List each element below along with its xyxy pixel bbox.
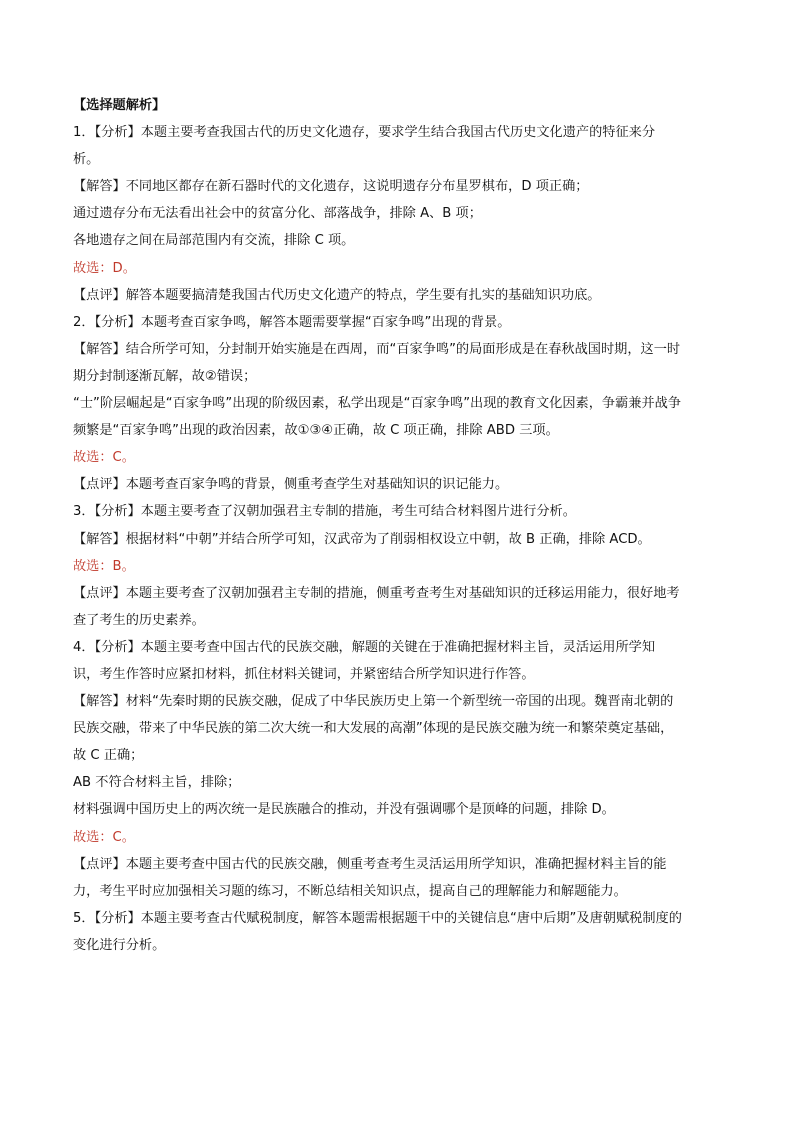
text-line: 材料强调中国历史上的两次统一是民族融合的推动，并没有强调哪个是顶峰的问题，排除 D。 bbox=[73, 802, 615, 818]
section-title: 【选择题解析】 bbox=[73, 98, 166, 113]
text-line: 【点评】本题考查百家争鸣的背景，侧重考查学生对基础知识的识记能力。 bbox=[73, 477, 509, 493]
text-line: 1．【分析】本题主要考查我国古代的历史文化遗存，要求学生结合我国古代历史文化遗产的特征来分 bbox=[73, 125, 656, 141]
text-line: “士”阶层崛起是“百家争鸣”出现的阶级因素，私学出现是“百家争鸣”出现的教育文化因素，争霸兼并战争 bbox=[73, 396, 682, 412]
text-line: 期分封制逐渐瓦解，故②错误； bbox=[73, 368, 257, 384]
text-line: 【解答】结合所学可知，分封制开始实施是在西周，而“百家争鸣”的局面形成是在春秋战国时期，这一时 bbox=[73, 341, 681, 357]
text-line: 析。 bbox=[73, 152, 100, 168]
document-body bbox=[73, 92, 733, 959]
text-line: 频繁是“百家争鸣”出现的政治因素，故①③④正确，故 C 项正确，排除 ABD 三项。 bbox=[73, 423, 559, 439]
text-line: 故 C 正确； bbox=[73, 748, 144, 764]
text-line: 民族交融，带来了中华民族的第二次大统一和大发展的高潮”体现的是民族交融为统一和繁荣奠定基础， bbox=[73, 721, 674, 737]
text-line: 【解答】材料“先秦时期的民族交融，促成了中华民族历史上第一个新型统一帝国的出现。魏晋南北朝的 bbox=[73, 694, 674, 710]
text-line: 2．【分析】本题考查百家争鸣，解答本题需要掌握“百家争鸣”出现的背景。 bbox=[73, 314, 511, 330]
text-line: 查了考生的历史素养。 bbox=[73, 612, 205, 628]
answer-line: 故选：C。 bbox=[73, 450, 135, 466]
text-line: 变化进行分析。 bbox=[73, 937, 166, 953]
answer-line: 故选：C。 bbox=[73, 829, 135, 845]
text-line: 4．【分析】本题主要考查中国古代的民族交融，解题的关键在于准确把握材料主旨，灵活运用所学知 bbox=[73, 639, 656, 655]
text-line: 5．【分析】本题主要考查古代赋税制度，解答本题需根据题干中的关键信息“唐中后期”及唐朝赋税制度的 bbox=[73, 910, 682, 926]
answer-line: 故选：D。 bbox=[73, 260, 136, 276]
text-line: 识，考生作答时应紧扣材料，抓住材料关键词，并紧密结合所学知识进行作答。 bbox=[73, 666, 535, 682]
text-line: 【解答】根据材料“中朝”并结合所学可知，汉武帝为了削弱相权设立中朝，故 B 正确，排除 ACD。 bbox=[73, 531, 651, 547]
text-line: 通过遗存分布无法看出社会中的贫富分化、部落战争，排除 A、B 项； bbox=[73, 206, 482, 222]
text-line: AB 不符合材料主旨，排除； bbox=[73, 775, 241, 791]
text-line: 【解答】不同地区都存在新石器时代的文化遗存，这说明遗存分布星罗棋布，D 项正确； bbox=[73, 179, 589, 195]
answer-line: 故选：B。 bbox=[73, 558, 135, 574]
text-line: 3．【分析】本题主要考查了汉朝加强君主专制的措施，考生可结合材料图片进行分析。 bbox=[73, 504, 576, 520]
text-line: 各地遗存之间在局部范围内有交流，排除 C 项。 bbox=[73, 233, 355, 249]
text-line: 力，考生平时应加强相关习题的练习，不断总结相关知识点，提高自己的理解能力和解题能力。 bbox=[73, 883, 627, 899]
text-line: 【点评】本题主要考查了汉朝加强君主专制的措施，侧重考查考生对基础知识的迁移运用能力，很好地考 bbox=[73, 585, 680, 601]
text-line: 【点评】本题主要考查中国古代的民族交融，侧重考查考生灵活运用所学知识，准确把握材料主旨的能 bbox=[73, 856, 667, 872]
text-line: 【点评】解答本题要搞清楚我国古代历史文化遗产的特点，学生要有扎实的基础知识功底。 bbox=[73, 287, 601, 303]
